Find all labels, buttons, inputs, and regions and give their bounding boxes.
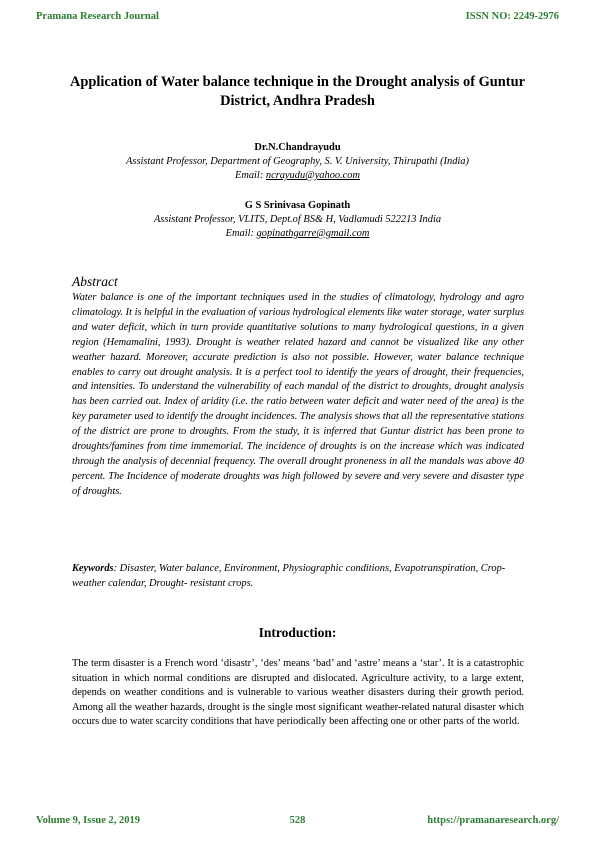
issn-number: ISSN NO: 2249-2976 <box>465 11 559 22</box>
author-affiliation: Assistant Professor, Department of Geography, S. V. University, Thirupathi (India) <box>126 156 469 167</box>
author-block-2 <box>40 199 555 241</box>
author-email-line <box>40 227 555 241</box>
author-email-line <box>40 169 555 183</box>
journal-name: Pramana Research Journal <box>36 11 159 22</box>
paper-title: Application of Water balance technique in the Drought analysis of Guntur District, Andhra Pradesh <box>70 74 525 109</box>
footer-volume: Volume 9, Issue 2, 2019 <box>36 815 141 826</box>
author-block-1 <box>40 141 555 183</box>
email-label: Email: <box>235 170 266 181</box>
footer-page-number: 528 <box>289 815 306 826</box>
email-label: Email: <box>225 228 257 239</box>
abstract-heading: Abstract <box>72 274 118 289</box>
footer-url[interactable]: https://pramanaresearch.org/ <box>427 815 559 826</box>
author-email-link[interactable]: gopinathgarre@gmail.com <box>256 228 370 239</box>
introduction-heading: Introduction: <box>258 625 337 640</box>
keywords-paragraph <box>72 562 524 591</box>
keywords-label: Keywords <box>72 563 114 574</box>
author-affiliation: Assistant Professor, VLITS, Dept.of BS& H, Vadlamudi 522213 India <box>153 214 442 225</box>
abstract-body: Water balance is one of the important techniques used in the studies of climatology, hydrology and agro climatology. It is helpful in the evaluation of various hydrological elements like water storage, water surplus and water deficit, which in turn provide quantitative solutions to many hydrological questions, in a given region (Hemamalini, 1993). Drought is weather related hazard and cannot be visualized like any other weather hazard. Moreover, accurate prediction is also not possible. However, water balance technique enables to carry out drought analysis. It is a perfect tool to identify the years of drought, their frequencies, and intensities. To understand the vulnerability of each mandal of the district to droughts, drought analysis has been carried out. Index of aridity (i.e. the ratio between water deficit and water need of the area) is the key parameter used to identify the drought incidences. The analysis shows that all the representative stations of the district are prone to droughts. From the study, it is inferred that Guntur district has been prone to droughts/famines from time immemorial. The incidence of droughts is on the increase which was indicated through the analysis of decennial frequency. The overall drought proneness in all the mandals was above 40 percent. The Incidence of moderate droughts was high followed by severe and very severe and disaster type of droughts. <box>72 292 524 497</box>
author-name: Dr.N.Chandrayudu <box>254 142 341 153</box>
author-name: G S Srinivasa Gopinath <box>244 200 351 211</box>
author-email-link[interactable]: ncrayudu@yahoo.com <box>265 170 360 181</box>
keywords-text: : Disaster, Water balance, Environment, Physiographic conditions, Evapotranspiration, Crop-weather calendar, Drought- resistant crops. <box>72 563 506 589</box>
introduction-body: The term disaster is a French word ‘disastr’, ‘des’ means ‘bad’ and ‘astre’ means a ‘star’. It is a catastrophic situation in which normal conditions are disrupted and dislocated. Agriculture activity, to a large extent, depends on weather conditions and is vulnerable to various weather disasters during their growth period. Among all the weather hazards, drought is the single most significant weather-related natural disaster which occurs due to water scarcity conditions that have periodically been affecting one or other parts of the world. <box>72 658 524 728</box>
